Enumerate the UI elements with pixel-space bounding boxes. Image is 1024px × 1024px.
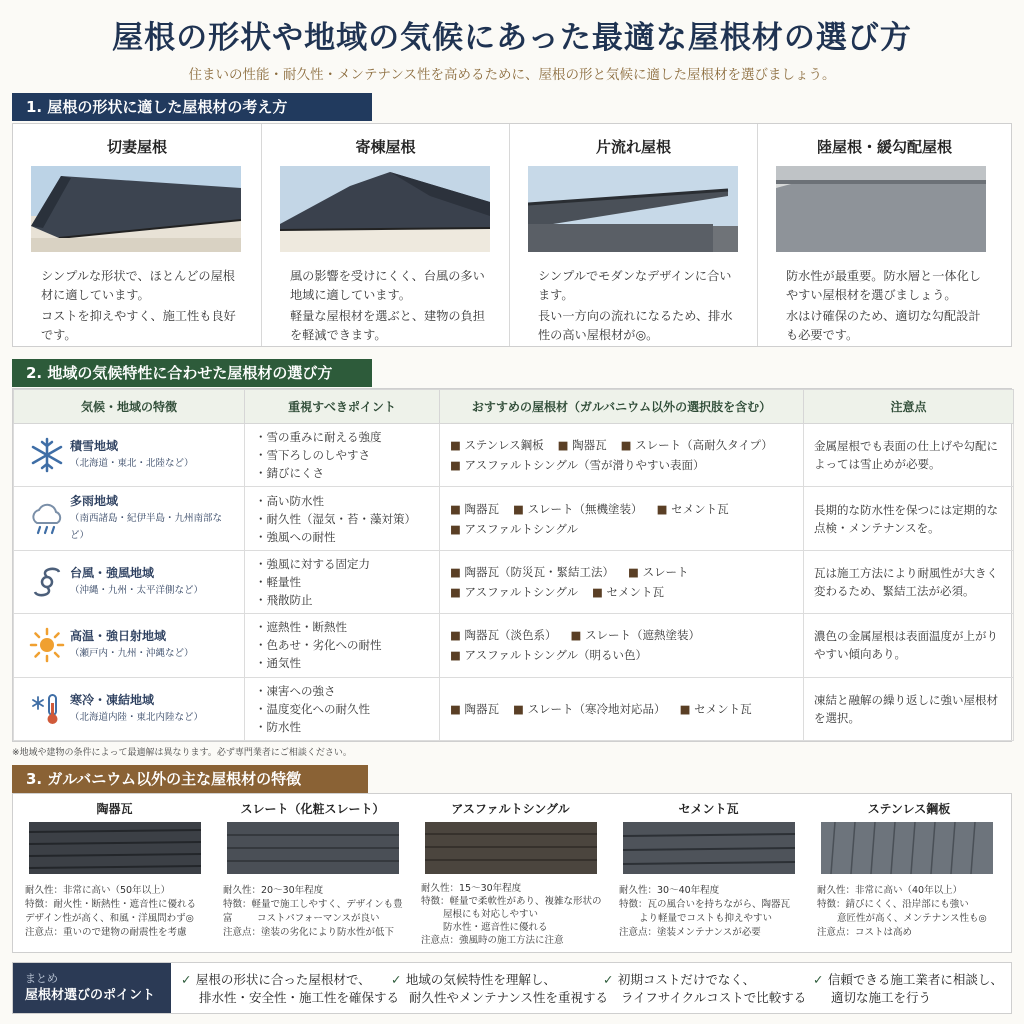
material-item: ■ ステンレス鋼板 [450,436,544,454]
material-item: ■ 陶器瓦（淡色系） [450,626,557,644]
page-title: 屋根の形状や地域の気候にあった最適な屋根材の選び方 [112,20,912,56]
slate-image [227,822,399,874]
roof-desc-1: 防水性が最重要。防水層と一体化しやすい屋根材を選びましょう。 [786,269,981,302]
column-header: 重視すべきポイント [245,390,440,424]
sun-icon [24,627,70,663]
roof-name: 寄棟屋根 [355,138,416,156]
note-cell: 濃色の金属屋根は表面温度が上がりやすい傾向あり。 [804,614,1014,677]
zone-areas: （北海道内陸・東北内陸など） [70,711,204,723]
summary-point: ✓ 地域の気候特性を理解し、 耐久性やメンテナンス性を重視する [391,972,609,1005]
roof-card-hip [261,124,509,346]
point-item: ・ 雪の重みに耐える強度 [255,428,429,446]
point-item: ・ 防水性 [255,718,429,736]
section2-heading: 2. 地域の気候特性に合わせた屋根材の選び方 [12,359,372,387]
zone-areas: （沖縄・九州・太平洋側など） [70,584,204,596]
material-name: スレート（化粧スレート） [240,802,385,816]
material-line: コストパフォーマンスが良い [257,913,380,924]
material-card-cement-tile [611,794,806,952]
material-line: 注意点：塗装メンテナンスが必要 [619,927,761,938]
roof-card-flat [757,124,1011,346]
point-item: ・ 高い防水性 [255,492,429,510]
column-header: 注意点 [804,390,1014,424]
point-item: ・ 強風への耐性 [255,528,429,546]
gable-roof-image [31,166,241,252]
materials-panel [12,793,1012,953]
table-row [14,614,1014,677]
zone-name: 台風・強風地域 [70,565,155,580]
roof-card-shed [509,124,757,346]
asphalt-shingle-image [425,822,597,874]
summary-point: ✓ 信頼できる施工業者に相談し、 適切な施工を行う [813,972,1003,1005]
material-line: 注意点：重いので建物の耐震性を考慮 [25,927,187,938]
zone-name: 高温・強日射地域 [70,629,167,644]
roof-name: 切妻屋根 [106,138,167,156]
note-cell: 長期的な防水性を保つには定期的な点検・メンテナンスを。 [804,487,1014,550]
point-item: ・ 遮熱性・断熱性 [255,618,429,636]
material-item: ■ 陶器瓦（防災瓦・緊結工法） [450,563,614,581]
material-name: アスファルトシングル [451,802,570,816]
material-item: ■ スレート [628,563,689,581]
material-name: 陶器瓦 [96,802,133,816]
material-item: ■ スレート（寒冷地対応品） [513,700,666,718]
shed-roof-image [528,166,738,252]
material-line: 注意点：塗装の劣化により防水性が低下 [223,927,395,938]
table-footnote: ※地域や建物の条件によって最適解は異なります。必ず専門業者にご相談ください。 [12,748,352,758]
roof-desc-1: シンプルでモダンなデザインに合います。 [538,269,732,302]
table-row [14,550,1014,613]
summary-label-top: まとめ [25,972,58,985]
column-header: 気候・地域の特徴 [14,390,245,424]
roof-name: 陸屋根・緩勾配屋根 [816,138,952,156]
climate-table [13,389,1014,741]
material-line: 意匠性が高く、メンテナンス性も◎ [837,913,987,924]
material-item: ■ セメント瓦 [680,700,752,718]
thermometer-snow-icon [24,691,70,727]
section3-heading: 3. ガルバニウム以外の主な屋根材の特徴 [12,765,368,793]
material-line: 耐久性：30〜40年程度 [619,885,720,896]
point-item: ・ 温度変化への耐久性 [255,700,429,718]
cement-tile-image [623,822,795,874]
point-item: ・ 錆びにくさ [255,464,429,482]
material-line: より軽量でコストも抑えやすい [639,913,773,924]
material-name: セメント瓦 [678,802,739,816]
material-line: 特徴：瓦の風合いを持ちながら、陶器瓦 [619,899,791,910]
point-item: ・ 飛散防止 [255,591,429,609]
stainless-steel-image [821,822,993,874]
point-item: ・ 色あせ・劣化への耐性 [255,636,429,654]
roof-shape-panel [12,123,1012,347]
summary-point: ✓ 初期コストだけでなく、 ライフサイクルコストで比較する [603,972,807,1005]
material-item: ■ アスファルトシングル [450,520,578,538]
material-card-slate [215,794,410,952]
material-line: 注意点：強風時の施工方法に注意 [421,935,564,946]
clay-tile-image [29,822,201,874]
column-header: おすすめの屋根材（ガルバニウム以外の選択肢を含む） [440,390,804,424]
table-row [14,487,1014,550]
material-name: ステンレス鋼板 [867,802,951,816]
material-item: ■ 陶器瓦 [558,436,607,454]
material-item: ■ アスファルトシングル [450,583,578,601]
material-line: 特徴：軽量で柔軟性があり、複雑な形状の [421,896,602,907]
material-card-clay-tile [17,794,212,952]
note-cell: 瓦は施工方法により耐風性が大きく変わるため、緊結工法が必須。 [804,550,1014,613]
roof-name: 片流れ屋根 [595,138,671,156]
note-cell: 金属屋根でも表面の仕上げや勾配によっては雪止めが必要。 [804,424,1014,487]
roof-desc-2: 水はけ確保のため、適切な勾配設計も必要です。 [786,309,981,342]
material-line: 防水性・遮音性に優れる [443,922,548,933]
summary-bar [12,962,1012,1014]
material-item: ■ スレート（遮熱塗装） [571,626,701,644]
hip-roof-image [280,166,490,252]
summary-point: ✓ 屋根の形状に合った屋根材で、 排水性・安全性・施工性を確保する [181,972,400,1005]
material-line: 特徴：軽量で施工しやすく、デザインも豊富 [223,899,403,924]
material-item: ■ スレート（無機塗装） [513,500,643,518]
material-line: 耐久性：20〜30年程度 [223,885,324,896]
roof-desc-1: 風の影響を受けにくく、台風の多い地域に適しています。 [290,269,485,302]
table-row [14,677,1014,740]
material-line: 屋根にも対応しやすい [443,909,539,920]
section1-heading: 1. 屋根の形状に適した屋根材の考え方 [12,93,372,121]
material-item: ■ アスファルトシングル（雪が滑りやすい表面） [450,456,704,474]
zone-areas: （瀬戸内・九州・沖縄など） [70,648,194,660]
check-icon: ✓ [391,972,406,987]
zone-name: 積雪地域 [70,439,119,454]
material-item: ■ 陶器瓦 [450,500,499,518]
material-item: ■ セメント瓦 [592,583,664,601]
zone-areas: （南西諸島・紀伊半島・九州南部など） [70,513,223,542]
material-line: 特徴：錆びにくく、沿岸部にも強い [817,899,969,910]
point-item: ・ 耐久性（湿気・苔・藻対策） [255,510,429,528]
roof-card-gable [13,124,261,346]
material-item: ■ セメント瓦 [657,500,729,518]
material-item: ■ スレート（高耐久タイプ） [621,436,773,454]
point-item: ・ 強風に対する固定力 [255,555,429,573]
roof-desc-2: 長い一方向の流れになるため、排水性の高い屋根材が◎。 [538,309,733,342]
summary-label [13,963,171,1013]
page-subtitle: 住まいの性能・耐久性・メンテナンス性を高めるために、屋根の形と気候に適した屋根材を選びましょう。 [188,67,836,83]
roof-desc-2: 軽量な屋根材を選ぶと、建物の負担を軽減できます。 [290,309,485,342]
check-icon: ✓ [181,972,196,987]
material-line: 耐久性：非常に高い（50年以上） [25,885,171,896]
point-item: ・ 雪下ろしのしやすさ [255,446,429,464]
material-line: 特徴：耐火性・断熱性・遮音性に優れる [25,899,197,910]
zone-name: 寒冷・凍結地域 [70,692,155,707]
roof-desc-2: コストを抑えやすく、施工性も良好です。 [41,309,236,342]
material-card-stainless-steel [809,794,1009,952]
check-icon: ✓ [603,972,618,987]
material-item: ■ 陶器瓦 [450,700,499,718]
zone-name: 多雨地域 [70,494,119,509]
check-icon: ✓ [813,972,828,987]
rain-cloud-icon [24,501,70,537]
material-line: 耐久性：15〜30年程度 [421,883,522,894]
snowflake-icon [24,437,70,473]
flat-roof-image [776,166,986,252]
typhoon-icon [24,564,70,600]
material-item: ■ アスファルトシングル（明るい色） [450,646,647,664]
material-line: デザイン性が高く、和風・洋風問わず◎ [25,913,194,924]
note-cell: 凍結と融解の繰り返しに強い屋根材を選択。 [804,677,1014,740]
summary-label-main: 屋根材選びのポイント [25,988,156,1003]
material-line: 注意点：コストは高め [817,927,913,938]
point-item: ・ 軽量性 [255,573,429,591]
material-line: 耐久性：非常に高い（40年以上） [817,885,963,896]
point-item: ・ 凍害への強さ [255,682,429,700]
climate-table-panel [12,388,1012,742]
zone-areas: （北海道・東北・北陸など） [70,458,194,470]
material-card-asphalt-shingle [413,794,608,952]
roof-desc-1: シンプルな形状で、ほとんどの屋根材に適しています。 [41,269,235,302]
table-row [14,424,1014,487]
point-item: ・ 通気性 [255,654,429,672]
